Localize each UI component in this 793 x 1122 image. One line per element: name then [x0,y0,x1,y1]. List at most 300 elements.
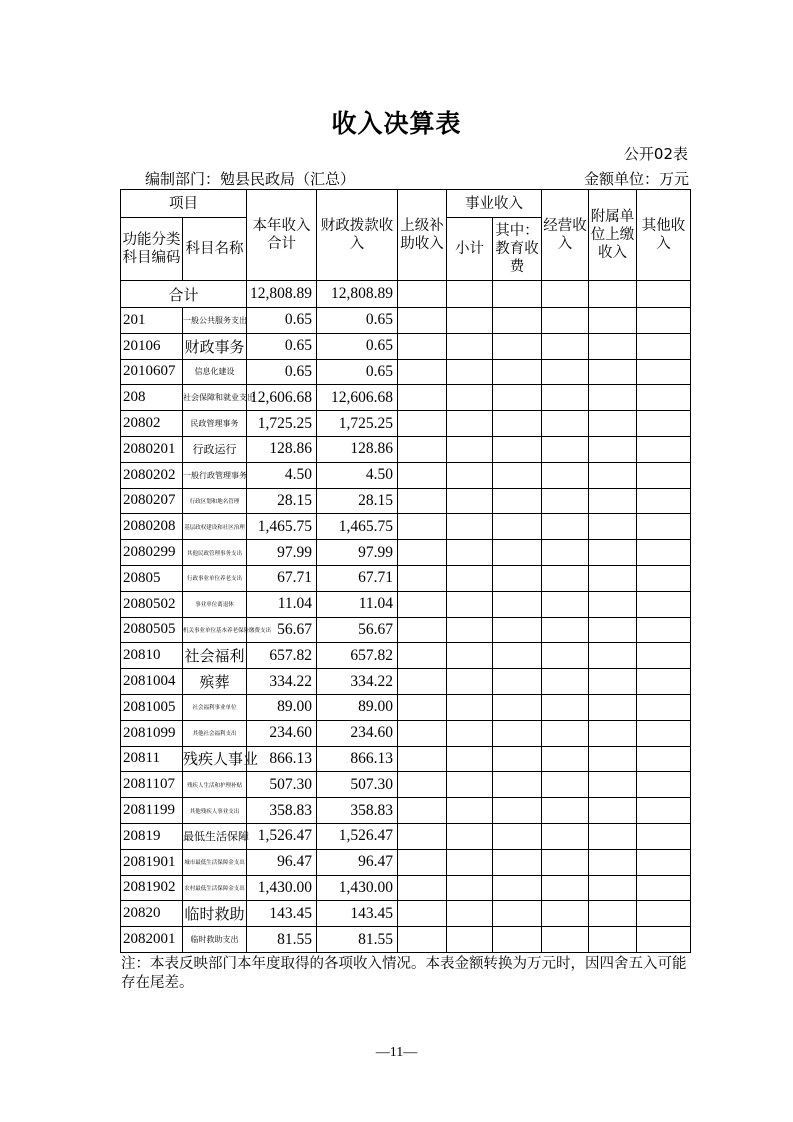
empty-cell [589,308,637,334]
empty-cell [447,359,493,385]
row-total-income: 128.86 [247,436,317,462]
empty-cell [493,514,542,540]
row-fiscal: 1,725.25 [317,411,398,437]
row-total-income: 56.67 [247,617,317,643]
empty-cell [447,643,493,669]
empty-cell [398,333,447,359]
empty-cell [447,798,493,824]
empty-cell [447,462,493,488]
empty-cell [493,540,542,566]
empty-cell [398,462,447,488]
empty-cell [637,514,691,540]
table-row [121,746,691,772]
row-code: 2080202 [121,462,183,488]
row-code: 20106 [121,333,183,359]
row-fiscal: 89.00 [317,694,398,720]
empty-cell [493,746,542,772]
row-fiscal: 1,526.47 [317,823,398,849]
row-code: 2081005 [121,694,183,720]
empty-cell [542,540,589,566]
empty-cell [447,823,493,849]
empty-cell [447,720,493,746]
empty-cell [542,359,589,385]
row-subject-name: 行政区划和地名管理 [183,488,247,514]
empty-cell [398,669,447,695]
empty-cell [493,411,542,437]
table-row [121,436,691,462]
row-subject-name: 社会保障和就业支出 [183,385,247,411]
row-subject-name: 其他民政管理事务支出 [183,540,247,566]
empty-cell [589,720,637,746]
row-code: 2080299 [121,540,183,566]
row-subject-name: 最低生活保障 [183,823,247,849]
empty-cell [398,617,447,643]
table-number: 公开02表 [623,145,688,163]
empty-cell [398,927,447,953]
row-fiscal: 1,465.75 [317,514,398,540]
table-row [121,927,691,953]
footnote: 注：本表反映部门本年度取得的各项收入情况。本表金额转换为万元时，因四舍五入可能存在尾差。 [121,956,687,991]
empty-cell [493,359,542,385]
empty-cell [447,669,493,695]
empty-cell [493,385,542,411]
empty-cell [542,385,589,411]
empty-cell [542,669,589,695]
table-row [121,462,691,488]
row-subject-name: 城市最低生活保障金支出 [183,849,247,875]
empty-cell [398,308,447,334]
empty-cell [542,462,589,488]
empty-cell [542,333,589,359]
empty-cell [398,875,447,901]
row-total-income: 1,526.47 [247,823,317,849]
table-row [121,333,691,359]
empty-cell [637,488,691,514]
empty-cell [447,565,493,591]
empty-cell [447,385,493,411]
empty-cell [447,308,493,334]
empty-cell [637,308,691,334]
row-subject-name: 临时救助 [183,901,247,927]
table-row [121,514,691,540]
empty-cell [398,694,447,720]
row-code: 2080208 [121,514,183,540]
empty-cell [542,901,589,927]
empty-cell [637,849,691,875]
row-subject-name: 一般行政管理事务 [183,462,247,488]
table-row [121,694,691,720]
page-title: 收入决算表 [331,109,462,138]
empty-cell [589,514,637,540]
empty-cell [447,694,493,720]
empty-cell [447,281,493,308]
row-code: 2080201 [121,436,183,462]
row-code: 2081107 [121,772,183,798]
table-row [121,591,691,617]
table-row [121,798,691,824]
row-code: 20810 [121,643,183,669]
empty-cell [398,591,447,617]
empty-cell [542,281,589,308]
empty-cell [637,720,691,746]
empty-cell [398,540,447,566]
total-fiscal-value: 12,808.89 [317,281,398,308]
header-item: 项目 [121,190,247,218]
header-career-income: 事业收入 [447,190,542,218]
empty-cell [589,901,637,927]
row-total-income: 28.15 [247,488,317,514]
table-row [121,385,691,411]
empty-cell [589,436,637,462]
header-func-code: 功能分类科目编码 [121,218,183,281]
empty-cell [493,565,542,591]
row-subject-name: 临时救助支出 [183,927,247,953]
empty-cell [589,798,637,824]
empty-cell [589,411,637,437]
empty-cell [589,385,637,411]
empty-cell [398,772,447,798]
row-total-income: 234.60 [247,720,317,746]
row-code: 2081099 [121,720,183,746]
row-fiscal: 507.30 [317,772,398,798]
row-total-income: 81.55 [247,927,317,953]
row-total-income: 143.45 [247,901,317,927]
empty-cell [589,875,637,901]
table-row [121,411,691,437]
row-total-income: 657.82 [247,643,317,669]
header-edu-fee: 其中：教育收费 [493,218,542,281]
table-row [121,488,691,514]
empty-cell [398,385,447,411]
empty-cell [398,565,447,591]
empty-cell [637,462,691,488]
empty-cell [398,411,447,437]
empty-cell [589,823,637,849]
row-total-income: 1,430.00 [247,875,317,901]
empty-cell [447,411,493,437]
empty-cell [447,514,493,540]
row-fiscal: 143.45 [317,901,398,927]
empty-cell [447,875,493,901]
empty-cell [493,823,542,849]
row-total-income: 358.83 [247,798,317,824]
row-total-income: 334.22 [247,669,317,695]
total-income-value: 12,808.89 [247,281,317,308]
row-subject-name: 残疾人生活和护理补贴 [183,772,247,798]
header-upper-subsidy: 上级补助收入 [398,190,447,281]
amount-unit: 金额单位：万元 [583,170,689,188]
row-total-income: 0.65 [247,333,317,359]
row-fiscal: 657.82 [317,643,398,669]
empty-cell [493,901,542,927]
empty-cell [589,462,637,488]
empty-cell [493,281,542,308]
empty-cell [589,617,637,643]
empty-cell [542,308,589,334]
empty-cell [493,643,542,669]
empty-cell [637,798,691,824]
row-fiscal: 0.65 [317,333,398,359]
empty-cell [542,436,589,462]
row-subject-name: 社会福利 [183,643,247,669]
empty-cell [447,927,493,953]
header-subject-name: 科目名称 [183,218,247,281]
row-total-income: 0.65 [247,359,317,385]
row-fiscal: 67.71 [317,565,398,591]
header-total-income: 本年收入合计 [247,190,317,281]
empty-cell [493,436,542,462]
row-subject-name: 行政运行 [183,436,247,462]
empty-cell [589,565,637,591]
table-row [121,901,691,927]
total-row [121,281,691,308]
empty-cell [542,411,589,437]
row-code: 2080502 [121,591,183,617]
empty-cell [398,514,447,540]
empty-cell [447,772,493,798]
row-code: 2081902 [121,875,183,901]
empty-cell [398,643,447,669]
empty-cell [542,798,589,824]
empty-cell [398,720,447,746]
empty-cell [637,901,691,927]
table-row [121,875,691,901]
row-fiscal: 56.67 [317,617,398,643]
row-fiscal: 1,430.00 [317,875,398,901]
total-label: 合计 [121,281,247,308]
row-subject-name: 其他残疾人事业支出 [183,798,247,824]
row-subject-name: 基层政权建设和社区治理 [183,514,247,540]
row-subject-name: 行政事业单位养老支出 [183,565,247,591]
row-subject-name: 殡葬 [183,669,247,695]
row-fiscal: 0.65 [317,308,398,334]
empty-cell [493,333,542,359]
table-row [121,617,691,643]
row-total-income: 89.00 [247,694,317,720]
row-total-income: 507.30 [247,772,317,798]
empty-cell [589,591,637,617]
empty-cell [637,694,691,720]
empty-cell [493,772,542,798]
empty-cell [542,746,589,772]
empty-cell [542,772,589,798]
empty-cell [637,411,691,437]
row-code: 201 [121,308,183,334]
row-fiscal: 128.86 [317,436,398,462]
row-code: 20802 [121,411,183,437]
empty-cell [493,591,542,617]
empty-cell [398,746,447,772]
empty-cell [589,694,637,720]
empty-cell [542,514,589,540]
empty-cell [589,643,637,669]
empty-cell [637,359,691,385]
row-subject-name: 其他社会福利支出 [183,720,247,746]
row-total-income: 12,606.68 [247,385,317,411]
row-fiscal: 96.47 [317,849,398,875]
empty-cell [447,591,493,617]
empty-cell [493,488,542,514]
row-fiscal: 358.83 [317,798,398,824]
empty-cell [542,617,589,643]
empty-cell [637,540,691,566]
empty-cell [447,901,493,927]
empty-cell [589,669,637,695]
row-code: 20819 [121,823,183,849]
header-operating: 经营收入 [542,190,589,281]
empty-cell [493,875,542,901]
row-total-income: 97.99 [247,540,317,566]
row-code: 208 [121,385,183,411]
empty-cell [637,617,691,643]
empty-cell [589,927,637,953]
row-fiscal: 12,606.68 [317,385,398,411]
table-row [121,720,691,746]
table-row [121,359,691,385]
empty-cell [398,798,447,824]
empty-cell [637,875,691,901]
header-subtotal: 小计 [447,218,493,281]
empty-cell [542,720,589,746]
header-affiliated: 附属单位上缴收入 [589,190,637,281]
row-subject-name: 农村最低生活保障金支出 [183,875,247,901]
empty-cell [637,669,691,695]
row-code: 20805 [121,565,183,591]
empty-cell [637,565,691,591]
empty-cell [589,281,637,308]
row-code: 2082001 [121,927,183,953]
empty-cell [398,488,447,514]
row-code: 20811 [121,746,183,772]
empty-cell [637,281,691,308]
row-total-income: 0.65 [247,308,317,334]
row-total-income: 67.71 [247,565,317,591]
compiling-department: 编制部门：勉县民政局（汇总） [145,170,356,188]
income-table [120,189,691,953]
row-total-income: 1,725.25 [247,411,317,437]
empty-cell [637,643,691,669]
empty-cell [589,772,637,798]
empty-cell [447,617,493,643]
table-row [121,849,691,875]
row-fiscal: 97.99 [317,540,398,566]
row-fiscal: 28.15 [317,488,398,514]
row-code: 2080505 [121,617,183,643]
row-total-income: 1,465.75 [247,514,317,540]
row-fiscal: 0.65 [317,359,398,385]
empty-cell [493,720,542,746]
empty-cell [637,772,691,798]
empty-cell [542,591,589,617]
row-subject-name: 财政事务 [183,333,247,359]
row-fiscal: 334.22 [317,669,398,695]
empty-cell [493,669,542,695]
row-total-income: 4.50 [247,462,317,488]
row-subject-name: 事业单位离退休 [183,591,247,617]
table-row [121,643,691,669]
row-subject-name: 残疾人事业 [183,746,247,772]
row-code: 2010607 [121,359,183,385]
row-code: 20820 [121,901,183,927]
empty-cell [398,823,447,849]
row-total-income: 866.13 [247,746,317,772]
empty-cell [637,927,691,953]
row-subject-name: 民政管理事务 [183,411,247,437]
empty-cell [637,823,691,849]
empty-cell [493,798,542,824]
empty-cell [589,540,637,566]
empty-cell [589,359,637,385]
empty-cell [637,746,691,772]
empty-cell [447,746,493,772]
row-total-income: 96.47 [247,849,317,875]
row-fiscal: 866.13 [317,746,398,772]
empty-cell [542,875,589,901]
empty-cell [542,823,589,849]
table-row [121,540,691,566]
row-code: 2080207 [121,488,183,514]
empty-cell [447,488,493,514]
page-number: —11— [375,1045,418,1060]
empty-cell [637,436,691,462]
empty-cell [447,333,493,359]
empty-cell [493,927,542,953]
table-row [121,772,691,798]
table-row [121,308,691,334]
empty-cell [637,591,691,617]
empty-cell [398,436,447,462]
row-code: 2081199 [121,798,183,824]
empty-cell [447,849,493,875]
row-subject-name: 一般公共服务支出 [183,308,247,334]
row-subject-name: 信息化建设 [183,359,247,385]
empty-cell [542,849,589,875]
empty-cell [637,333,691,359]
table-row [121,669,691,695]
empty-cell [589,849,637,875]
empty-cell [542,643,589,669]
empty-cell [398,901,447,927]
row-total-income: 11.04 [247,591,317,617]
row-subject-name: 社会福利事业单位 [183,694,247,720]
empty-cell [493,694,542,720]
empty-cell [542,694,589,720]
row-fiscal: 81.55 [317,927,398,953]
empty-cell [447,540,493,566]
row-fiscal: 4.50 [317,462,398,488]
empty-cell [542,488,589,514]
row-fiscal: 234.60 [317,720,398,746]
header-other: 其他收入 [637,190,691,281]
empty-cell [493,308,542,334]
empty-cell [589,746,637,772]
empty-cell [398,359,447,385]
empty-cell [589,488,637,514]
row-code: 2081901 [121,849,183,875]
table-row [121,565,691,591]
empty-cell [493,617,542,643]
empty-cell [493,462,542,488]
empty-cell [542,565,589,591]
row-code: 2081004 [121,669,183,695]
empty-cell [637,385,691,411]
empty-cell [447,436,493,462]
row-subject-name: 机关事业单位基本养老保险缴费支出 [183,617,247,643]
empty-cell [398,849,447,875]
header-fiscal: 财政拨款收入 [317,190,398,281]
empty-cell [589,333,637,359]
empty-cell [398,281,447,308]
